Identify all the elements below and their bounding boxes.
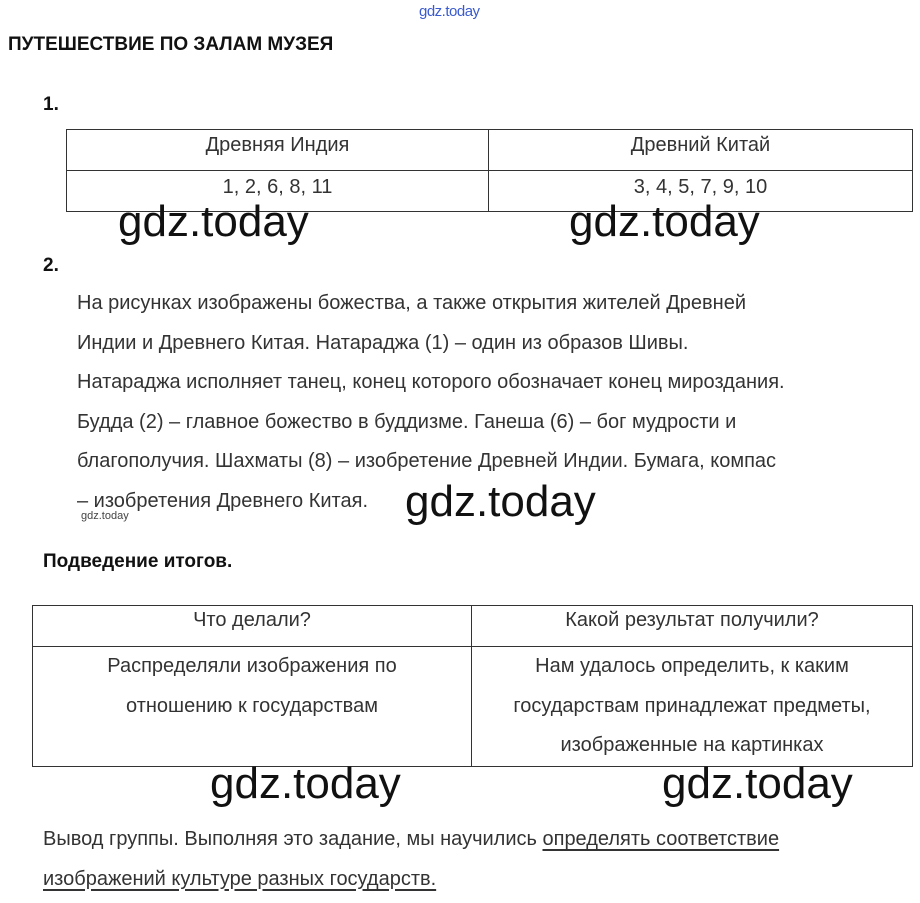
summary-table <box>32 605 913 767</box>
page-title: ПУТЕШЕСТВИЕ ПО ЗАЛАМ МУЗЕЯ <box>8 34 334 55</box>
cell-line: Нам удалось определить, к каким <box>535 655 849 677</box>
table-value-india: 1, 2, 6, 8, 11 <box>67 171 489 212</box>
watermark-small: gdz.today <box>81 510 129 522</box>
table-value-china: 3, 4, 5, 7, 9, 10 <box>489 171 913 212</box>
conclusion-prefix: Вывод группы. Выполняя это задание, мы научились <box>43 828 543 850</box>
watermark-4: gdz.today <box>210 759 401 808</box>
text-line: Натараджа исполняет танец, конец которого обозначает конец мироздания. <box>77 371 785 393</box>
text-line: благополучия. Шахматы (8) – изобретение Древней Индии. Бумага, компас <box>77 450 777 472</box>
summary-header-did: Что делали? <box>33 606 472 647</box>
cell-line: отношению к государствам <box>126 694 378 717</box>
summary-title: Подведение итогов. <box>43 551 233 572</box>
cell-line: изображенные на картинках <box>560 734 824 756</box>
section-1-number: 1. <box>43 94 59 115</box>
cell-line: государствам принадлежат предметы, <box>513 694 871 717</box>
text-line: – изобретения Древнего Китая. <box>77 489 369 512</box>
watermark-2: gdz.today <box>569 197 760 246</box>
cell-line: Распределяли изображения по <box>107 655 397 677</box>
table-header-china: Древний Китай <box>489 130 913 171</box>
summary-header-result: Какой результат получили? <box>472 606 913 647</box>
conclusion-underlined-2: изображений культуре разных государств. <box>43 867 437 890</box>
text-line: Будда (2) – главное божество в буддизме. Ганеша (6) – бог мудрости и <box>77 410 737 433</box>
conclusion-underlined-1: определять соответствие <box>542 828 780 850</box>
section-2-number: 2. <box>43 255 59 276</box>
conclusion <box>43 820 913 899</box>
text-line: Индии и Древнего Китая. Натараджа (1) – один из образов Шивы. <box>77 331 689 354</box>
table-header-india: Древняя Индия <box>67 130 489 171</box>
watermark-1: gdz.today <box>118 197 309 246</box>
summary-cell-result <box>472 647 913 767</box>
text-line: На рисунках изображены божества, а также открытия жителей Древней <box>77 292 746 314</box>
summary-cell-did <box>33 647 472 767</box>
watermark-top: gdz.today <box>419 3 480 20</box>
watermark-5: gdz.today <box>662 759 853 808</box>
watermark-3: gdz.today <box>405 477 596 526</box>
